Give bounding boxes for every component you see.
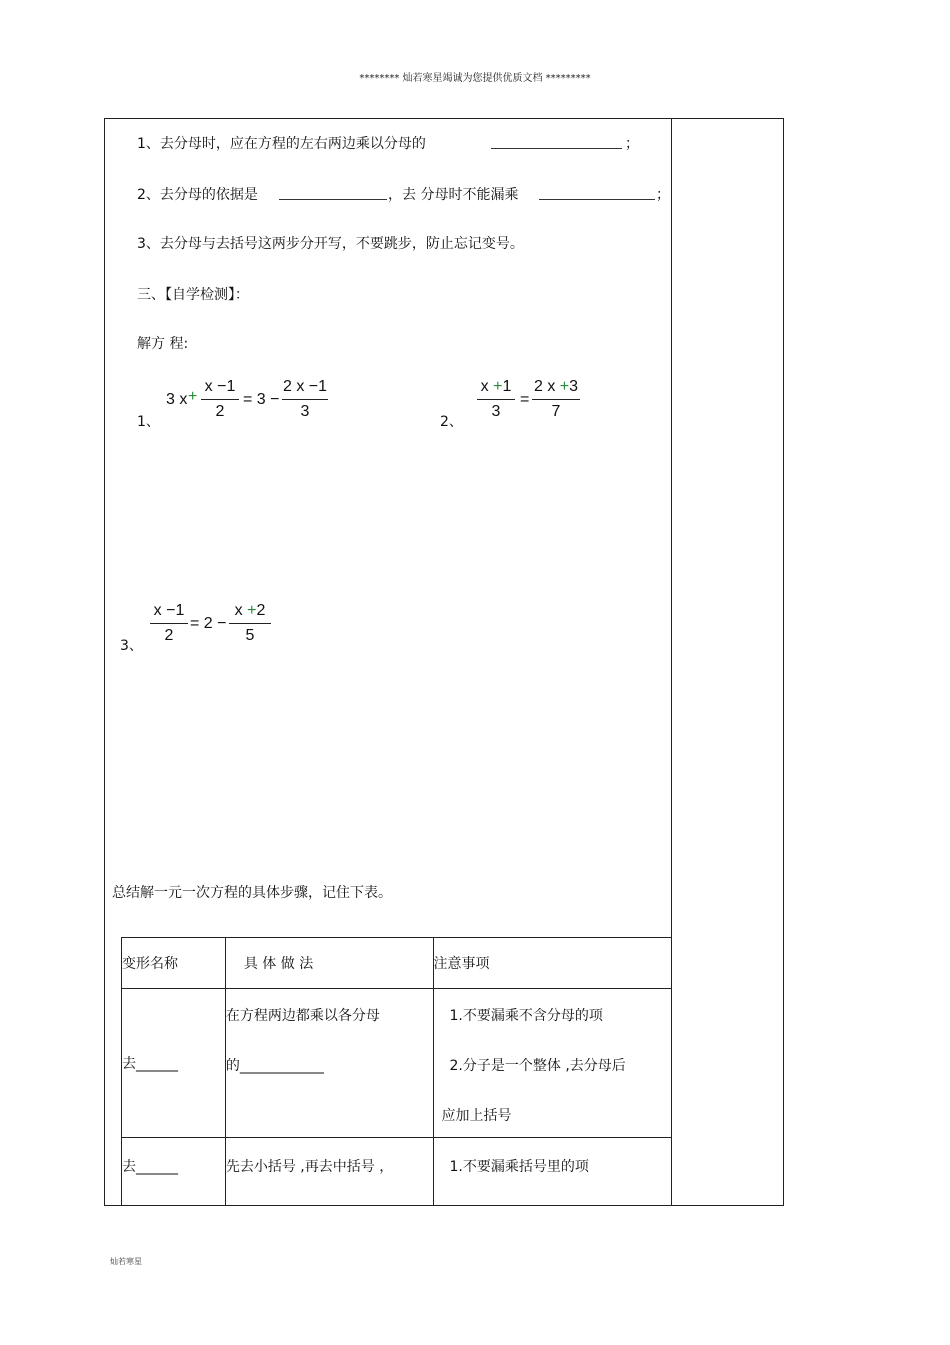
tip-2a: 2、去分母的依据是	[137, 187, 258, 203]
problem-3-fraction-1	[150, 601, 188, 646]
fraction-numerator: 2 x −1	[282, 378, 328, 395]
problem-2-equals: =	[520, 391, 530, 408]
header-transform-name: 变形名称	[122, 938, 226, 989]
row-1-notes: 1.不要漏乘不含分母的项 2.分子是一个整体 ,去分母后 应加上括号	[433, 989, 671, 1138]
fraction-denominator: 3	[300, 403, 310, 420]
fraction-numerator: x +1	[480, 378, 512, 395]
page-header: ******** 灿若寒星竭诚为您提供优质文档 *********	[359, 73, 591, 84]
problem-2-fraction-2	[532, 377, 580, 422]
steps-table	[121, 937, 672, 1206]
row-2-notes: 1.不要漏乘括号里的项	[433, 1138, 671, 1206]
page-footer: 灿若寒星	[110, 1257, 142, 1266]
tip-2-blank-2[interactable]	[539, 185, 655, 204]
problem-1-middle: = 3 −	[243, 391, 280, 408]
tip-2-end: ；	[656, 187, 670, 203]
header-method: 具 体 做 法	[225, 938, 433, 989]
header-notes: 注意事项	[433, 938, 671, 989]
problem-3-label: 3、	[120, 638, 143, 654]
solve-label: 解方 程:	[137, 336, 189, 352]
row-2-method: 先去小括号 ,再去中括号 ，	[225, 1138, 433, 1206]
table-row	[122, 1138, 672, 1206]
row-1-method: 在方程两边都乘以各分母 的____________	[225, 989, 433, 1138]
fraction-denominator: 2	[164, 627, 174, 644]
problem-3-middle: = 2 −	[190, 615, 227, 632]
fraction-numerator: x −1	[204, 378, 236, 395]
problem-1-lead: 3 x	[166, 391, 188, 408]
tip-1-end: ；	[625, 136, 639, 152]
fraction-denominator: 5	[245, 627, 255, 644]
row-1-name[interactable]: 去______	[122, 989, 226, 1138]
problem-1-label: 1、	[137, 414, 160, 430]
problem-1-fraction-2	[282, 377, 328, 422]
problem-3-fraction-2	[229, 601, 271, 646]
fraction-numerator: 2 x +3	[533, 378, 579, 395]
summary-text: 总结解一元一次方程的具体步骤，记住下表。	[112, 885, 392, 901]
fraction-denominator: 7	[551, 403, 561, 420]
tip-2-blank-1[interactable]	[279, 185, 387, 204]
tip-1	[137, 133, 426, 153]
tip-1-text: 1、去分母时，应在方程的左右两边乘以分母的	[137, 136, 426, 152]
tip-3: 3、去分母与去括号这两步分开写，不要跳步，防止忘记变号。	[137, 236, 524, 252]
fraction-denominator: 3	[491, 403, 501, 420]
fraction-denominator: 2	[215, 403, 225, 420]
problem-1-plus: +	[188, 388, 198, 405]
tip-2b: ，去 分母时不能漏乘	[388, 187, 519, 203]
problem-2-fraction-1	[477, 377, 515, 422]
table-header-row	[122, 938, 672, 989]
section-title: 三、【自学检测】：	[137, 287, 249, 303]
row-2-name[interactable]: 去______	[122, 1138, 226, 1206]
table-row	[122, 989, 672, 1138]
tip-1-blank[interactable]	[491, 134, 622, 153]
problem-1-fraction-1	[201, 377, 239, 422]
problem-2-label: 2、	[440, 414, 463, 430]
fraction-numerator: x +2	[234, 602, 266, 619]
fraction-numerator: x −1	[153, 602, 185, 619]
